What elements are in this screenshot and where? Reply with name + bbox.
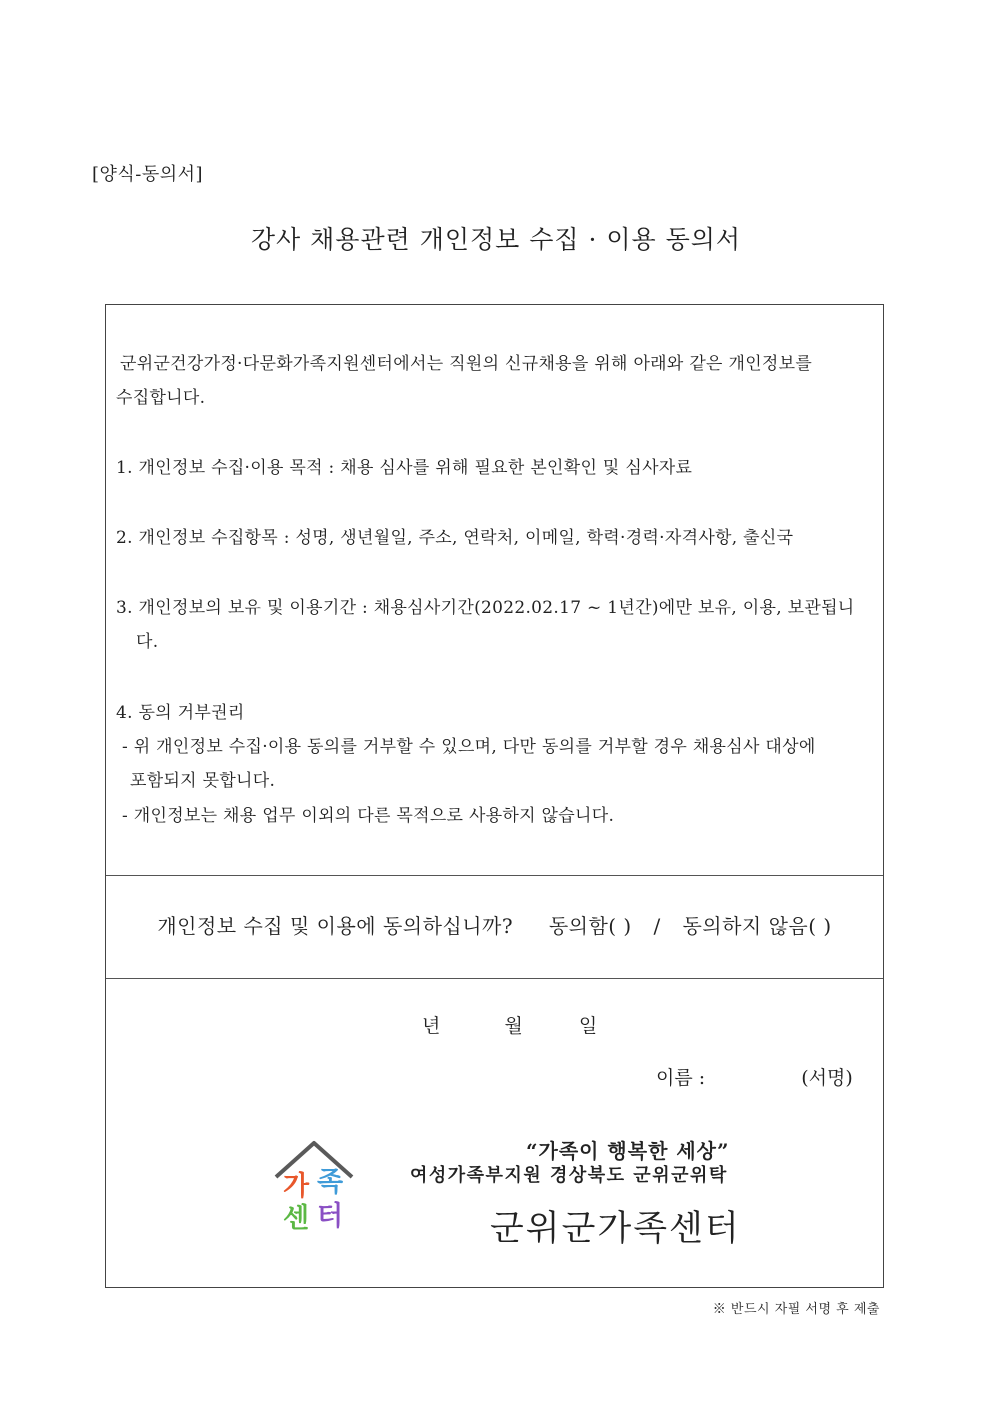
refusal-bullet-1-line-1: - 위 개인정보 수집·이용 동의를 거부할 수 있으며, 다만 동의를 거부할 경우 채용심사 대상에 xyxy=(122,737,816,757)
name-label: 이름 : xyxy=(656,1067,706,1089)
center-name: 군위군가족센터 xyxy=(490,1209,741,1249)
item-purpose: 1. 개인정보 수집·이용 목적 : 채용 심사를 위해 필요한 본인확인 및 심사자료 xyxy=(116,458,693,478)
footnote: ※ 반드시 자필 서명 후 제출 xyxy=(712,1302,880,1317)
item-fields: 2. 개인정보 수집항목 : 성명, 생년월일, 주소, 연락처, 이메일, 학력·경력·자격사항, 출신국 xyxy=(116,528,794,548)
page-title: 강사 채용관련 개인정보 수집 · 이용 동의서 xyxy=(250,225,742,254)
refusal-bullet-1-line-2: 포함되지 못합니다. xyxy=(130,771,276,791)
month-label: 월 xyxy=(504,1015,523,1037)
consent-section xyxy=(106,875,883,979)
disagree-option[interactable]: 동의하지 않음( ) xyxy=(682,914,832,938)
option-separator: / xyxy=(653,914,661,938)
consent-question-row xyxy=(106,910,883,939)
slogan: “가족이 행복한 세상” xyxy=(526,1139,730,1163)
item-retention-line-2: 다. xyxy=(136,632,159,652)
item-refusal-title: 4. 동의 거부권리 xyxy=(116,703,245,723)
date-row xyxy=(422,1011,597,1038)
item-retention-line-1: 3. 개인정보의 보유 및 이용기간 : 채용심사기간(2022.02.17 ~ 1년간)에만 보유, 이용, 보관됩니 xyxy=(116,598,855,618)
signature-section xyxy=(106,978,883,1290)
intro-line-1: 군위군건강가정·다문화가족지원센터에서는 직원의 신규채용을 위해 아래와 같은 개인정보를 xyxy=(120,354,813,374)
logo-char-ga: 가 xyxy=(282,1171,310,1202)
family-center-logo xyxy=(272,1139,356,1235)
intro-line-2: 수집합니다. xyxy=(116,388,206,408)
agree-option[interactable]: 동의함( ) xyxy=(548,914,632,938)
info-section xyxy=(106,305,883,875)
logo-char-teo: 터 xyxy=(316,1201,344,1232)
consent-question: 개인정보 수집 및 이용에 동의하십니까? xyxy=(157,914,514,938)
year-label: 년 xyxy=(422,1015,441,1037)
logo-char-sen: 센 xyxy=(282,1203,310,1234)
entrusted-by: 여성가족부지원 경상북도 군위군위탁 xyxy=(410,1165,728,1186)
form-tag: [양식-동의서] xyxy=(92,164,204,185)
consent-form-box xyxy=(105,304,884,1288)
day-label: 일 xyxy=(578,1015,598,1037)
logo-char-jok: 족 xyxy=(316,1167,344,1198)
sign-label: (서명) xyxy=(801,1067,853,1089)
name-row xyxy=(656,1063,853,1090)
refusal-bullet-2: - 개인정보는 채용 업무 이외의 다른 목적으로 사용하지 않습니다. xyxy=(122,806,615,826)
